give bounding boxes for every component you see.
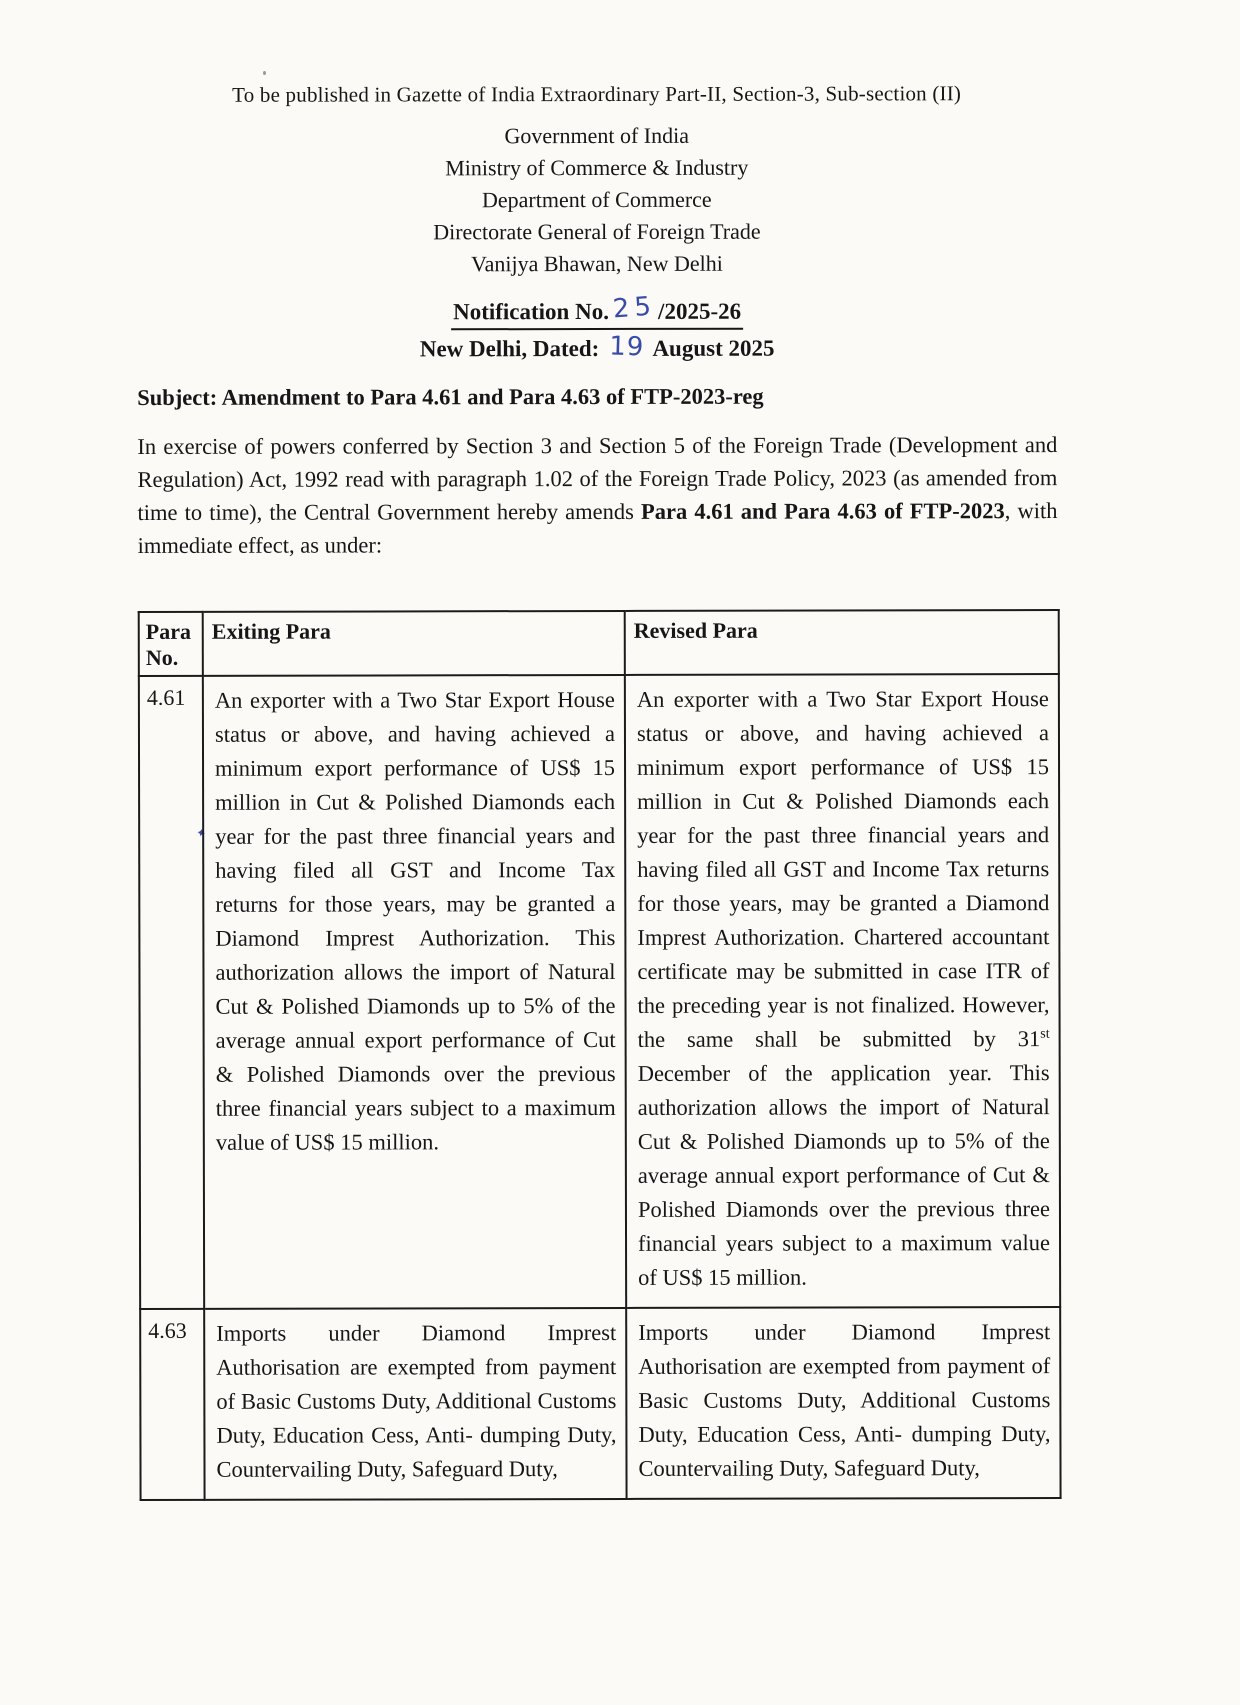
dateline-prefix: New Delhi, Dated:: [419, 335, 600, 362]
header-revised-para: Revised Para: [625, 610, 1059, 675]
intro-paragraph: [137, 428, 1057, 562]
subject-line: Subject: Amendment to Para 4.61 and Para 4.63 of FTP-2023-reg: [137, 383, 764, 410]
table-row-461: [139, 674, 1060, 1309]
dateline: [137, 332, 1057, 364]
notification-underlined-text: [451, 291, 743, 331]
notification-prefix: Notification No.: [453, 298, 609, 325]
intro-part2: , with immediate effect, as under:: [137, 498, 1058, 558]
dateline-suffix: August 2025: [652, 335, 775, 361]
revised-461-ordinal-sup: st: [1040, 1026, 1050, 1042]
header-line-address: Vanijya Bhawan, New Delhi: [471, 250, 723, 277]
header-line-government: Government of India: [504, 122, 689, 149]
gazette-publish-line: To be published in Gazette of India Extraordinary Part-II, Section-3, Sub-section (II): [232, 81, 962, 107]
notification-number-line: [137, 291, 1057, 331]
para-number-461: 4.61: [139, 676, 204, 1309]
intro-bold-amendment: Para 4.61 and Para 4.63 of FTP-2023: [640, 498, 1005, 524]
header-para-no: Para No.: [139, 612, 203, 676]
existing-para-463: Imports under Diamond Imprest Authorisation are exempted from payment of Basic Customs Duty, Additional Customs Duty, Education Cess, Anti- dumping Duty, Countervailing Duty, Safeguard Duty,: [204, 1308, 626, 1500]
header-line-department: Department of Commerce: [481, 186, 712, 213]
handwritten-notification-number: 25: [611, 291, 657, 325]
table-header-row: [139, 610, 1059, 676]
government-header-block: [137, 119, 1057, 281]
pen-mark-artifact: ✦: [194, 825, 208, 841]
amendment-table: [138, 609, 1062, 1501]
revised-461-part2: December of the application year. This authorization allows the import of Natural Cut & Polished Diamonds up to 5% of the average annual export performance of Cut & Polished Diamonds over the previous three financial years subject to a maximum value of US$ 15 million.: [637, 1060, 1051, 1290]
header-line-directorate: Directorate General of Foreign Trade: [433, 218, 761, 245]
header-existing-para: Exiting Para: [203, 611, 625, 676]
handwritten-date-day: 19: [608, 331, 645, 363]
revised-461-part1: An exporter with a Two Star Export House status or above, and having achieved a minimum export performance of US$ 15 million in Cut & Polished Diamonds each year for the past three financial years and having filed all GST and Income Tax returns for those years, may be granted a Diamond Imprest Authorization. Chartered accountant certificate may be submitted in case ITR of the preceding year is not finalized. However, the same shall be submitted by 31: [636, 686, 1050, 1052]
intro-part1: In exercise of powers conferred by Section 3 and Section 5 of the Foreign Trade (Development and Regulation) Act, 1992 read with paragraph 1.02 of the Foreign Trade Policy, 2023 (as amended from time to time), the Central Government hereby amends: [137, 432, 1058, 525]
table-row-463: [140, 1307, 1060, 1500]
notification-suffix: /2025-26: [658, 298, 742, 324]
document-content: [136, 0, 1059, 1501]
revised-para-463: Imports under Diamond Imprest Authorisation are exempted from payment of Basic Customs Duty, Additional Customs Duty, Education Cess, Anti- dumping Duty, Countervailing Duty, Safeguard Duty,: [626, 1307, 1060, 1499]
para-number-463: 4.63: [140, 1309, 204, 1500]
header-line-ministry: Ministry of Commerce & Industry: [445, 154, 749, 181]
revised-para-461: [625, 674, 1060, 1308]
existing-para-461: An exporter with a Two Star Export House status or above, and having achieved a minimum export performance of US$ 15 million in Cut & Polished Diamonds each year for the past three financial years and having filed all GST and Income Tax returns for those years, may be granted a Diamond Imprest Authorization. This authorization allows the import of Natural Cut & Polished Diamonds up to 5% of the average annual export performance of Cut & Polished Diamonds over the previous three financial years subject to a maximum value of US$ 15 million.: [203, 675, 626, 1309]
